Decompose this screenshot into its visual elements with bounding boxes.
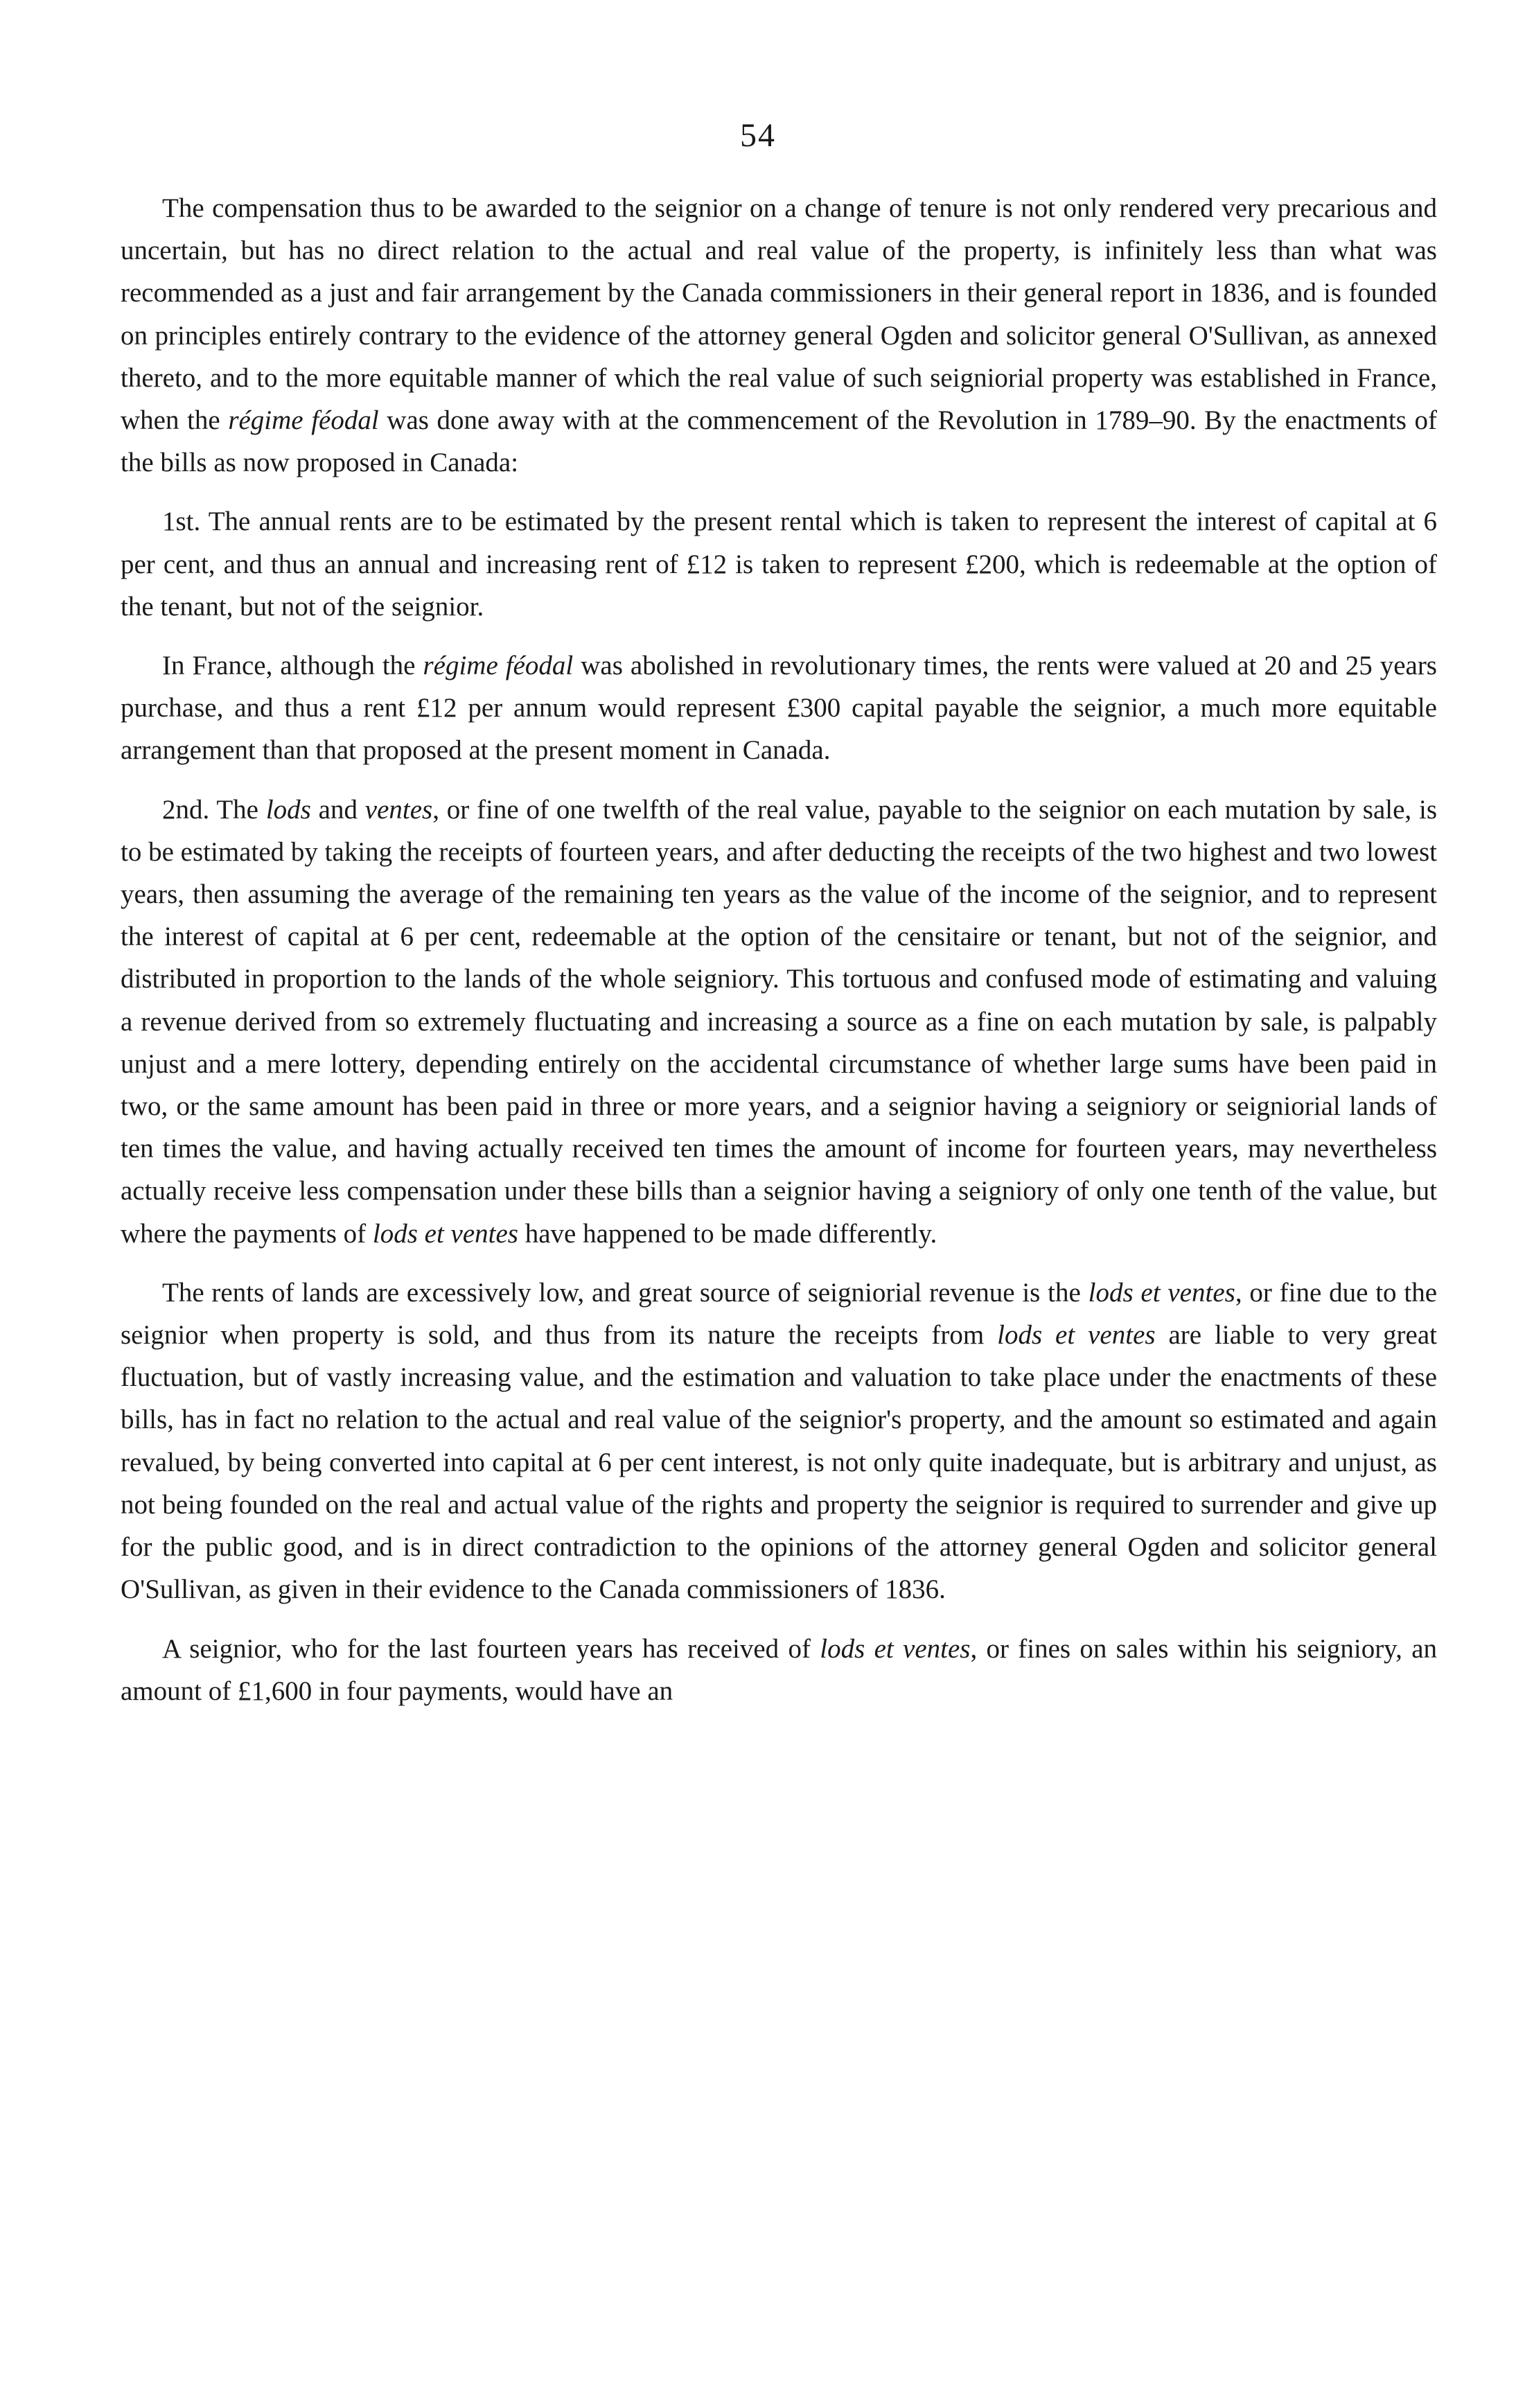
body-text — [121, 187, 1437, 1712]
text-run: 1st. The annual rents are to be estimated by the present rental which is taken to represent the interest of capital at 6 per cent, and thus an annual and increasing rent of £12 is taken to represent £200, which is redeemable at the option of the tenant, but not of the seignior. — [121, 507, 1437, 622]
paragraph — [121, 500, 1437, 628]
text-run: , or fines on sales within his seigniory, an amount of £1,600 in four payments, would have an — [121, 1633, 1438, 1706]
text-run: was done away with at the commencement of the Revolution in 1789–90. By the enactments of the bills as now proposed in Canada: — [121, 405, 1438, 478]
text-run: A seignior, who for the last fourteen years has received of — [162, 1633, 820, 1664]
text-run: , or fine due to the seignior when property is sold, and thus from its nature the receipts from — [121, 1277, 1437, 1351]
page-number: 54 — [740, 117, 776, 154]
text-run: The compensation thus to be awarded to the seignior on a change of tenure is not only rendered very precarious and uncertain, but has no direct relation to the actual and real value of the property, is infinitely less than what was recommended as a just and fair arrangement by the Canada commissioners in their general report in 1836, and is founded on principles entirely contrary to the evidence of the attorney general Ogden and solicitor general O'Sullivan, as annexed thereto, and to the more equitable manner of which the real value of such seigniorial property was established in France, when the — [121, 193, 1437, 436]
text-run: , or fine of one twelfth of the real value, payable to the seignior on each mutation by sale, is to be estimated by taking the receipts of fourteen years, and after deducting the receipts of the two highest and two lowest years, then assuming the average of the remaining ten years as the value of the income of the seignior, and to represent the interest of capital at 6 per cent, redeemable at the option of the censitaire or tenant, but not of the seignior, and distributed in proportion to the lands of the whole seigniory. This tortuous and confused mode of estimating and valuing a revenue derived from so extremely fluctuating and increasing a source as a fine on each mutation by sale, is palpably unjust and a mere lottery, depending entirely on the accidental circumstance of whether large sums have been paid in two, or the same amount has been paid in three or more years, and a seignior having a seigniory or seigniorial lands of ten times the value, and having actually received ten times the amount of income for fourteen years, may nevertheless actually receive less compensation under these bills than a seignior having a seigniory of only one tenth of the value, but where the payments of — [121, 794, 1437, 1249]
italic-term: régime féodal — [228, 405, 379, 436]
paragraph — [121, 187, 1437, 484]
paragraph — [121, 1272, 1437, 1611]
text-run: In France, although the — [162, 651, 423, 681]
italic-term: lods et ventes — [997, 1320, 1156, 1351]
italic-term: lods et ventes — [1088, 1277, 1235, 1308]
text-run: was abolished in revolutionary times, the rents were valued at 20 and 25 years purchase, and thus a rent £12 per annum would represent £300 capital payable the seignior, a much more equitable arrangement than that proposed at the present moment in Canada. — [121, 651, 1437, 766]
italic-term: ventes — [364, 794, 433, 825]
text-run: The rents of lands are excessively low, and great source of seigniorial revenue is the — [162, 1277, 1088, 1308]
italic-term: régime féodal — [423, 651, 574, 681]
paragraph — [121, 789, 1437, 1255]
text-run: 2nd. The — [162, 794, 266, 825]
text-run: have happened to be made differently. — [518, 1218, 937, 1249]
paragraph — [121, 1628, 1437, 1712]
text-run: are liable to very great fluctuation, but of vastly increasing value, and the estimation and valuation to take place under the enactments of these bills, has in fact no relation to the actual and real value of the seignior's property, and the amount so estimated and again revalued, by being converted into capital at 6 per cent interest, is not only quite inadequate, but is arbitrary and unjust, as not being founded on the real and actual value of the rights and property the seignior is required to surrender and give up for the public good, and is in direct contradiction to the opinions of the attorney general Ogden and solicitor general O'Sullivan, as given in their evidence to the Canada commissioners of 1836. — [121, 1320, 1437, 1605]
italic-term: lods — [265, 794, 311, 825]
text-run: and — [310, 794, 365, 825]
italic-term: lods et ventes — [372, 1218, 518, 1249]
italic-term: lods et ventes — [820, 1633, 971, 1664]
paragraph — [121, 644, 1437, 772]
